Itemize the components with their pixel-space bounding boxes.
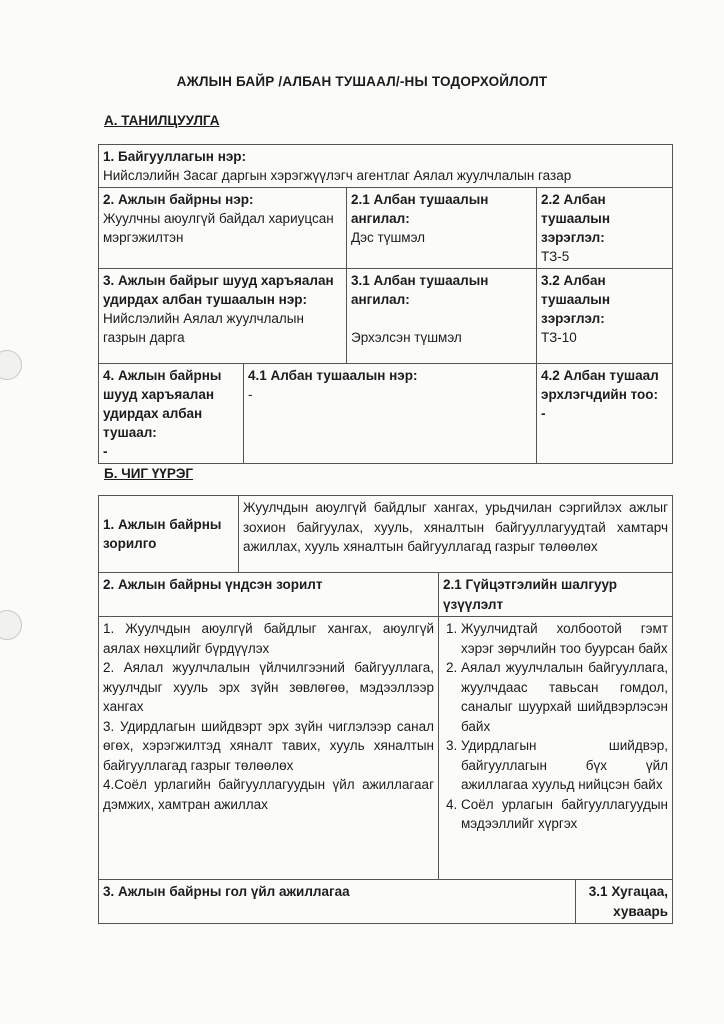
criteria-list (443, 619, 668, 834)
sub-count-label: 4.2 Албан тушаал эрхлэгчдийн тоо: (541, 368, 659, 402)
punch-hole-bottom (0, 610, 22, 640)
sub-count-value: - (541, 406, 546, 421)
cat-value: Дэс түшмэл (351, 230, 426, 245)
section-a-heading: А. ТАНИЛЦУУЛГА (104, 113, 220, 128)
criteria-item: 4. Соёл урлагын байгууллагуудын мэдээллийг хүргэх (461, 795, 668, 834)
intro-table (98, 144, 673, 464)
sup-rank-value: ТЗ-10 (541, 330, 577, 345)
main-goal-item: 2. Аялал жуулчлалын үйлчилгээний байгууллага, жуулчдыг хууль эрх зүйн зөвлөгөө, мэдээллээр хангах (103, 660, 434, 714)
subordinate-row (99, 364, 673, 464)
sup-rank-label: 3.2 Албан тушаалын зэрэглэл: (541, 273, 610, 326)
punch-hole-top (0, 350, 22, 380)
job-row (99, 188, 673, 269)
criteria-item: 2. Аялал жуулчлалын байгууллага, жуулчдаас тавьсан гомдол, саналыг шуурхай шийдвэрлэсэн байх (461, 658, 668, 736)
main-goal-body-row (99, 617, 673, 880)
job-value: Жуулчны аюулгүй байдал хариуцсан мэргэжилтэн (103, 211, 334, 245)
sup-value: Нийслэлийн Аялал жуулчлалын газрын дарга (103, 311, 304, 345)
sub-name-label: 4.1 Албан тушаалын нэр: (248, 368, 418, 383)
cat-label: 2.1 Албан тушаалын ангилал: (351, 192, 489, 226)
supervisor-row (99, 269, 673, 364)
org-value: Нийслэлийн Засаг даргын хэрэгжүүлэгч агентлаг Аялал жуулчлалын газар (103, 168, 572, 183)
sup-cat-value: Эрхэлсэн түшмэл (351, 330, 462, 345)
main-goals-cell (99, 617, 439, 880)
main-goal-item: 4.Соёл урлагийн байгууллагуудын үйл ажиллагааг дэмжих, хамтран ажиллах (103, 777, 434, 812)
section-b-heading: Б. ЧИГ ҮҮРЭГ (104, 466, 194, 481)
schedule-label: 3.1 Хугацаа, хуваарь (576, 880, 673, 924)
main-goal-label: 2. Ажлын байрны үндсэн зорилт (99, 573, 439, 617)
sub-label: 4. Ажлын байрны шууд харъяалан удирдах албан тушаал: (103, 368, 222, 440)
main-goal-item: 1. Жуулчдын аюулгүй байдлыг хангах, аюулгүй аялах нөхцлийг бүрдүүлэх (103, 621, 434, 656)
sub-value: - (103, 444, 108, 459)
goal-label: 1. Ажлын байрны зорилго (99, 496, 239, 573)
goal-value: Жуулчдын аюулгүй байдлыг хангах, урьдчилан сэргийлэх ажлыг зохион байгуулах, хууль, хяналтын байгууллагуудтай хамтарч ажиллах, хууль хяналтын байгууллагад газрыг төлөөлөх (239, 496, 673, 573)
main-goal-header-row (99, 573, 673, 617)
rank-value: ТЗ-5 (541, 249, 570, 264)
goal-row (99, 496, 673, 573)
document-title: АЖЛЫН БАЙР /АЛБАН ТУШААЛ/-НЫ ТОДОРХОЙЛОЛТ (176, 74, 548, 89)
sup-cat-label: 3.1 Албан тушаалын ангилал: (351, 273, 489, 307)
criteria-cell (439, 617, 673, 880)
org-row (99, 145, 673, 188)
criteria-item: 3. Удирдлагын шийдвэр, байгууллагын бүх үйл ажиллагаа хуульд нийцсэн байх (461, 736, 668, 795)
sup-label: 3. Ажлын байрыг шууд харъяалан удирдах албан тушаалын нэр: (103, 273, 334, 307)
criteria-item: 1. Жуулчидтай холбоотой гэмт хэрэг зөрчлийн тоо буурсан байх (461, 619, 668, 658)
criteria-label: 2.1 Гүйцэтгэлийн шалгуур үзүүлэлт (439, 573, 673, 617)
duties-table (98, 495, 673, 924)
sub-name-value: - (248, 387, 253, 402)
activity-label: 3. Ажлын байрны гол үйл ажиллагаа (99, 880, 576, 924)
org-label: 1. Байгууллагын нэр: (103, 149, 247, 164)
rank-label: 2.2 Албан тушаалын зэрэглэл: (541, 192, 610, 245)
activity-header-row (99, 880, 673, 924)
main-goal-item: 3. Удирдлагын шийдвэрт эрх зүйн чиглэлээр санал өгөх, хэрэгжилтэд хяналт тавих, хууль хяналтын байгууллагад газрыг төлөөлөх (103, 718, 434, 773)
job-label: 2. Ажлын байрны нэр: (103, 192, 254, 207)
